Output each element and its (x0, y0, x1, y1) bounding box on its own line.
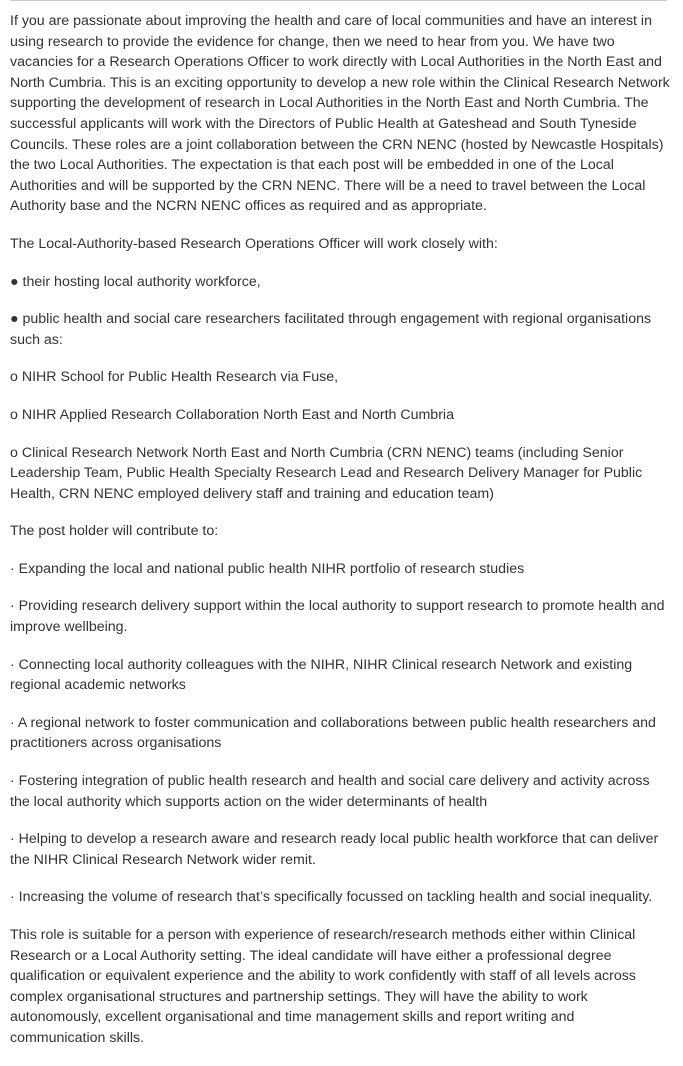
contribution-item: · Providing research delivery support within the local authority to support research to promote health and improve wellbeing. (10, 598, 665, 636)
suitability-paragraph: This role is suitable for a person with experience of research/research methods either within Clinical Research or a Local Authority setting. The ideal candidate will have either a professional degree qualification or equivalent experience and the ability to work confidently with staff of all levels across complex organisational structures and partnership settings. They will have the ability to work autonomously, excellent organisational and time management skills and report writing and communication skills. (10, 927, 636, 1046)
intro-paragraph: If you are passionate about improving the health and care of local communities and have an interest in using research to provide the evidence for change, then we need to hear from you. We have two vacancies for a Research Operations Officer to work directly with Local Authorities in the North East and North Cumbria. This is an exciting opportunity to develop a new role within the Clinical Research Network supporting the development of research in Local Authorities in the North East and North Cumbria. The successful applicants will work with the Directors of Public Health at Gateshead and South Tyneside Councils. These roles are a joint collaboration between the CRN NENC (hosted by Newcastle Hospitals) the two Local Authorities. The expectation is that each post will be embedded in one of the Local Authorities and will be supported by the CRN NENC. There will be a need to travel between the Local Authority base and the NCRN NENC offices as required and as appropriate. (10, 13, 670, 215)
contribution-item: · Increasing the volume of research that’s specifically focussed on tackling health and social inequality. (10, 889, 653, 906)
contribution-item: · Helping to develop a research aware and research ready local public health workforce that can deliver the NIHR Clinical Research Network wider remit. (10, 831, 659, 868)
contribute-heading: The post holder will contribute to: (10, 523, 219, 540)
contribution-item: · A regional network to foster communication and collaborations between public health researchers and practitioners across organisations (10, 714, 656, 752)
works-with-item: o NIHR School for Public Health Research via Fuse, (10, 369, 339, 386)
top-divider (10, 0, 667, 1)
contribution-item: · Fostering integration of public health research and health and social care delivery and activity across the local authority which supports action on the wider determinants of health (10, 773, 650, 810)
works-with-item: ● public health and social care researchers facilitated through engagement with regional organisations such as: (10, 311, 652, 348)
contribution-item: · Connecting local authority colleagues with the NIHR, NIHR Clinical research Network and existing regional academic networks (10, 656, 633, 694)
works-with-item: ● their hosting local authority workforce, (10, 273, 261, 290)
job-description (10, 11, 670, 1066)
works-with-item: o NIHR Applied Research Collaboration North East and North Cumbria (10, 406, 454, 423)
works-with-heading: The Local-Authority-based Research Operations Officer will work closely with: (10, 235, 498, 252)
works-with-item: o Clinical Research Network North East and North Cumbria (CRN NENC) teams (including Senior Leadership Team, Public Health Specialty Research Lead and Research Delivery Manager for Public Health, CRN NENC employed delivery staff and training and education team) (10, 444, 643, 502)
contribution-item: · Expanding the local and national public health NIHR portfolio of research studies (10, 560, 525, 577)
